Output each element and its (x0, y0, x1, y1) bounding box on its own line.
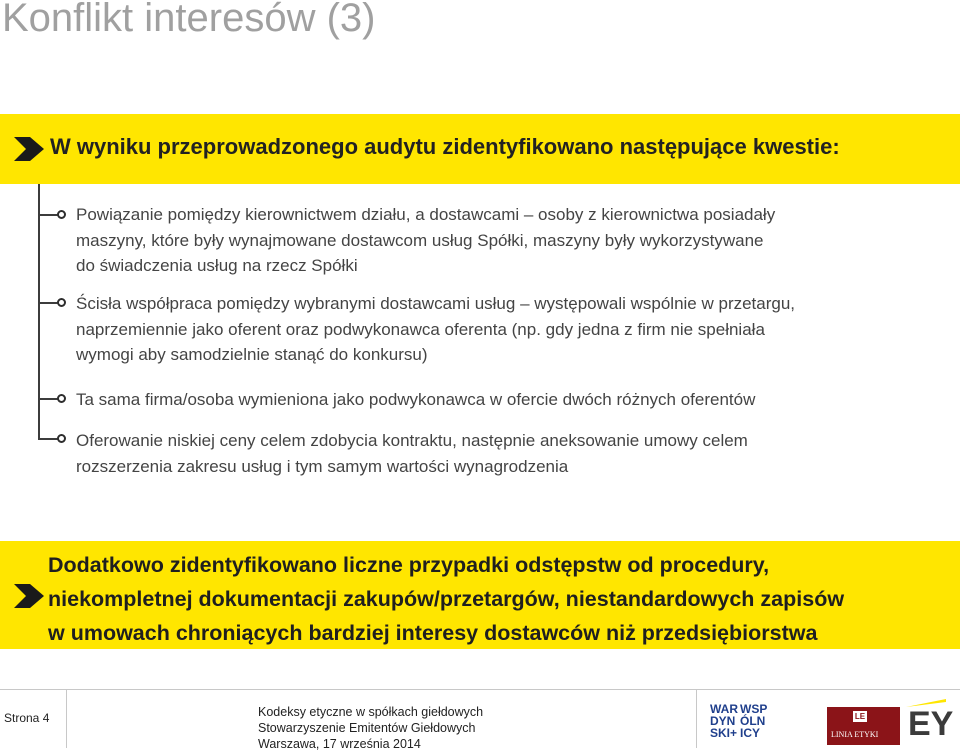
list-item-line: Oferowanie niskiej ceny celem zdobycia kontraktu, następnie aneksowanie umowy celem (76, 431, 748, 450)
logo-text: LINIA ETYKI (831, 730, 879, 739)
list-item-line: naprzemiennie jako oferent oraz podwykonawca oferenta (np. gdy jedna z firm nie spełniała (76, 319, 765, 339)
bullet-icon (57, 298, 66, 307)
footer-line: Stowarzyszenie Emitentów Giełdowych (258, 721, 476, 735)
bullet-icon (57, 434, 66, 443)
list-item (76, 291, 946, 368)
ey-stripe-icon (906, 699, 946, 707)
headline: W wyniku przeprowadzonego audytu zidentyfikowano następujące kwestie: (50, 134, 840, 159)
list-item-line: maszyny, które były wynajmowane dostawcom usług Spółki, maszyny były wykorzystywane (76, 230, 764, 250)
ey-logo (908, 707, 953, 741)
tree-connector (38, 184, 40, 439)
logo-text: ÓLN (740, 714, 766, 728)
logo-text: EY (908, 705, 954, 743)
logo-text: SKI+ (710, 726, 738, 740)
conclusion-line: w umowach chroniących bardziej interesy dostawców niż przedsiębiorstwa (48, 621, 818, 645)
le-mark-icon: LE (854, 712, 866, 721)
list-item (76, 202, 946, 279)
footer-line: Kodeksy etyczne w spółkach giełdowych (258, 705, 484, 719)
logo-text: WSP (740, 702, 768, 716)
chevron-right-icon (14, 137, 44, 161)
chevron-right-icon (14, 584, 44, 608)
page-number: Strona 4 (4, 711, 50, 725)
conclusion-line: Dodatkowo zidentyfikowano liczne przypadki odstępstw od procedury, (48, 553, 770, 577)
footer-separator (66, 690, 67, 748)
bullet-icon (57, 210, 66, 219)
logo-text: ICY (740, 726, 761, 740)
list-item (76, 387, 946, 413)
list-item-line: Powiązanie pomiędzy kierownictwem działu, a dostawcami – osoby z kierownictwa posiadały (76, 205, 776, 224)
list-item-line: rozszerzenia zakresu usług i tym samym wartości wynagrodzenia (76, 456, 569, 476)
slide-title: Konflikt interesów (3) (2, 0, 376, 40)
conclusion-line: niekompletnej dokumentacji zakupów/przetargów, niestandardowych zapisów (48, 587, 845, 611)
logo-text: WAR (710, 702, 738, 716)
list-item-line: Ścisła współpraca pomiędzy wybranymi dostawcami usług – występowali wspólnie w przetargu, (76, 294, 796, 313)
footer-event-info (258, 704, 483, 752)
footer-separator (696, 690, 697, 748)
bullet-icon (57, 394, 66, 403)
linia-etyki-logo (827, 707, 900, 745)
list-item-line: do świadczenia usług na rzecz Spółki (76, 256, 358, 275)
list-item-line: Ta sama firma/osoba wymieniona jako podwykonawca w ofercie dwóch różnych oferentów (76, 390, 756, 409)
conclusion (48, 548, 844, 650)
list-item-line: wymogi aby samodzielnie stanąć do konkursu) (76, 345, 428, 364)
logo-text: DYN (710, 714, 736, 728)
list-item (76, 428, 946, 479)
footer-divider (0, 689, 960, 690)
footer-line: Warszawa, 17 września 2014 (258, 737, 421, 751)
